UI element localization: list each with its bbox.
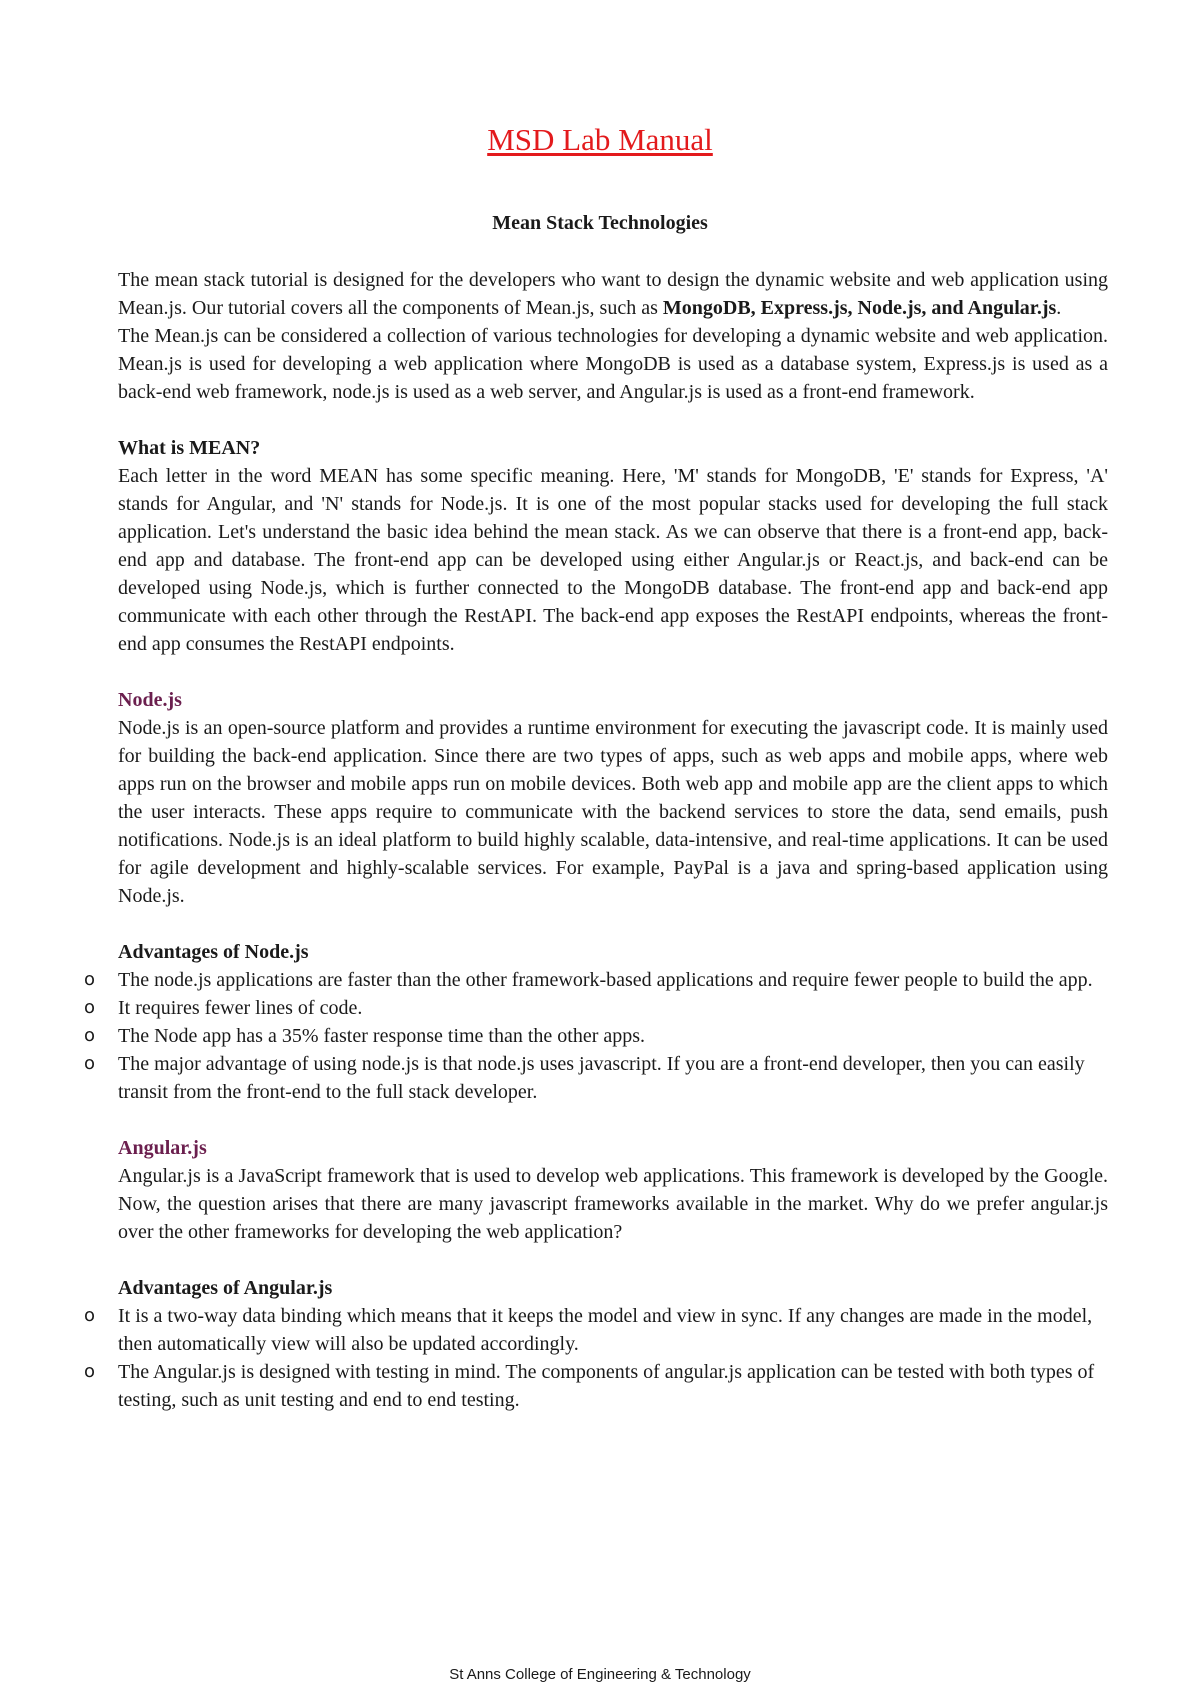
list-item: o The Angular.js is designed with testing in mind. The components of angular.js application can be tested with both types of testing, such as unit testing and end to end testing.: [118, 1358, 1108, 1414]
list-item: o The Node app has a 35% faster response time than the other apps.: [118, 1022, 1108, 1050]
page-footer: St Anns College of Engineering & Technology: [449, 1666, 751, 1683]
nodejs-advantages-heading: Advantages of Node.js: [118, 941, 309, 963]
angularjs-advantages-heading: Advantages of Angular.js: [118, 1277, 333, 1299]
nodejs-paragraph: Node.js is an open-source platform and provides a runtime environment for executing the javascript code. It is mainly used for building the back-end application. Since there are two types of apps, such as web apps and mobile apps, where web apps run on the browser and mobile apps run on mobile devices. Both web app and mobile app are the client apps to which the user interacts. These apps require to communicate with the backend services to store the data, send emails, push notifications. Node.js is an ideal platform to build highly scalable, data-intensive, and real-time applications. It can be used for agile development and highly-scalable services. For example, PayPal is a java and spring-based application using Node.js.: [118, 717, 1108, 907]
angularjs-advantages-list: [84, 1302, 1108, 1414]
bullet-icon: o: [84, 1305, 96, 1326]
page-subtitle: Mean Stack Technologies: [492, 212, 708, 234]
bullet-icon: o: [84, 969, 96, 990]
angularjs-heading: Angular.js: [118, 1137, 207, 1159]
bullet-icon: o: [84, 1361, 96, 1382]
angularjs-paragraph: Angular.js is a JavaScript framework that is used to develop web applications. This framework is developed by the Google. Now, the question arises that there are many javascript frameworks available in the market. Why do we prefer angular.js over the other frameworks for developing the web application?: [118, 1165, 1108, 1243]
bullet-icon: o: [84, 1053, 96, 1074]
document-body: [84, 266, 1108, 1414]
nodejs-advantages-list: [84, 966, 1108, 1106]
intro-paragraph-2: The Mean.js can be considered a collection of various technologies for developing a dynamic website and web application. Mean.js is used for developing a web application where MongoDB is used as a database system, Express.js is used as a back-end web framework, node.js is used as a web server, and Angular.js is used as a front-end framework.: [118, 325, 1108, 403]
page-title: MSD Lab Manual: [487, 122, 713, 157]
list-item: o The node.js applications are faster than the other framework-based applications and require fewer people to build the app.: [118, 966, 1108, 994]
intro-technologies-bold: MongoDB, Express.js, Node.js, and Angular.js: [662, 297, 1057, 319]
bullet-icon: o: [84, 997, 96, 1018]
intro-paragraph-1: The mean stack tutorial is designed for the developers who want to design the dynamic website and web application using Mean.js. Our tutorial covers all the components of Mean.js, such as MongoDB, Express.js, Node.js, and Angular.js.: [118, 269, 1108, 319]
list-item: o The major advantage of using node.js is that node.js uses javascript. If you are a front-end developer, then you can easily transit from the front-end to the full stack developer.: [118, 1050, 1108, 1106]
what-is-mean-paragraph: Each letter in the word MEAN has some specific meaning. Here, 'M' stands for MongoDB, 'E' stands for Express, 'A' stands for Angular, and 'N' stands for Node.js. It is one of the most popular stacks used for developing the full stack application. Let's understand the basic idea behind the mean stack. As we can observe that there is a front-end app, back-end app and database. The front-end app can be developed using either Angular.js or React.js, and back-end can be developed using Node.js, which is further connected to the MongoDB database. The front-end app and back-end app communicate with each other through the RestAPI. The back-end app exposes the RestAPI endpoints, whereas the front-end app consumes the RestAPI endpoints.: [118, 465, 1108, 655]
list-item: o It is a two-way data binding which means that it keeps the model and view in sync. If any changes are made in the model, then automatically view will also be updated accordingly.: [118, 1302, 1108, 1358]
what-is-mean-heading: What is MEAN?: [118, 437, 261, 459]
nodejs-heading: Node.js: [118, 689, 182, 711]
list-item: o It requires fewer lines of code.: [118, 994, 1108, 1022]
bullet-icon: o: [84, 1025, 96, 1046]
